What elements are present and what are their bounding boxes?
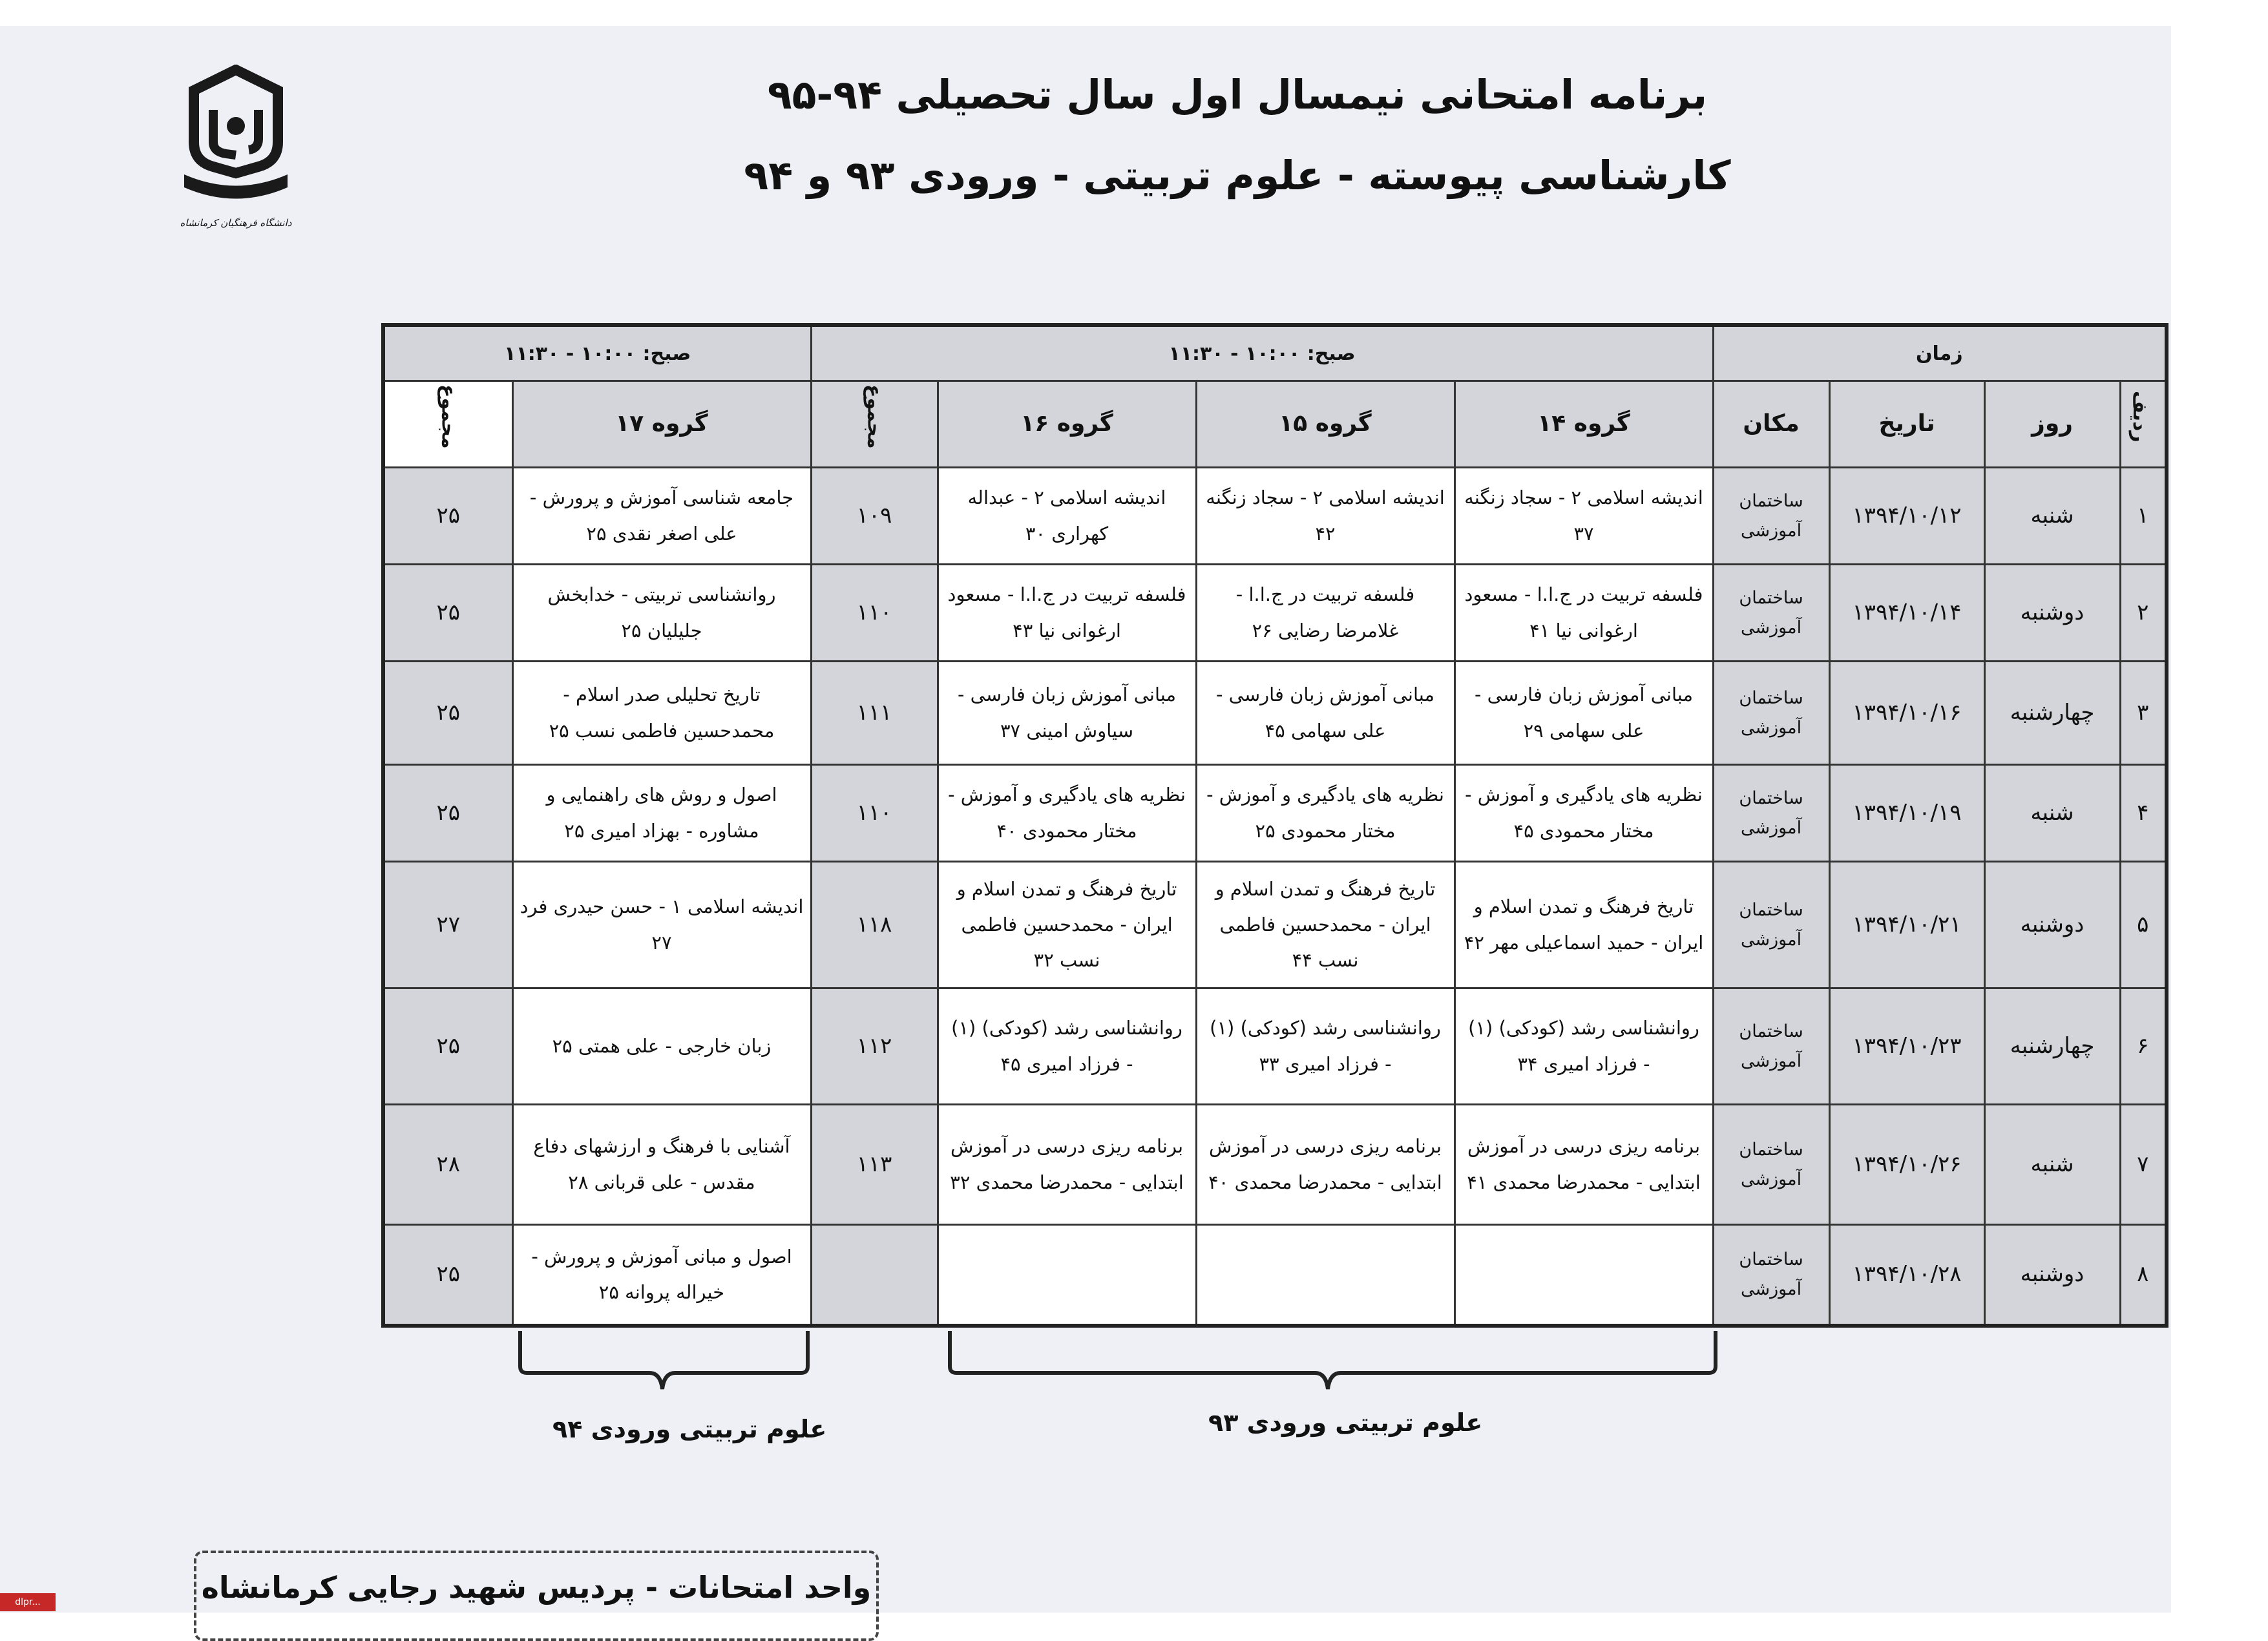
bracket-94 [520, 1331, 808, 1389]
cell-date: ۱۳۹۴/۱۰/۲۳ [1829, 988, 1984, 1105]
cell-group-14: اندیشه اسلامی ۲ - سجاد زنگنه ۳۷ [1454, 468, 1713, 565]
exam-table-wrap [381, 323, 2165, 1328]
session-94-header: صبح: ۱۰:۰۰ - ۱۱:۳۰ [383, 325, 811, 381]
cell-total-93: ۱۱۰ [811, 565, 938, 662]
cell-group-15: اندیشه اسلامی ۲ - سجاد زنگنه ۴۲ [1196, 468, 1454, 565]
cell-total-94: ۲۵ [383, 565, 512, 662]
cell-group-14: نظریه های یادگیری و آموزش - مختار محمودی ۴۵ [1454, 765, 1713, 862]
header-row-columns [383, 381, 2167, 468]
col-total-93: مجموع [811, 381, 938, 468]
col-day: روز [1984, 381, 2120, 468]
cell-total-93: ۱۱۲ [811, 988, 938, 1105]
cell-total-94: ۲۵ [383, 1225, 512, 1326]
table-row [383, 765, 2167, 862]
cohort-93-label: علوم تربیتی ورودی ۹۳ [1208, 1408, 1483, 1437]
cell-total-94: ۲۵ [383, 765, 512, 862]
cell-group-16: اندیشه اسلامی ۲ - عبداله کهراری ۳۰ [938, 468, 1196, 565]
cell-group-15: تاریخ فرهنگ و تمدن اسلام و ایران - محمدحسین فاطمی نسب ۴۴ [1196, 862, 1454, 988]
cell-day: شنبه [1984, 765, 2120, 862]
cell-row-number: ۲ [2120, 565, 2167, 662]
col-date: تاریخ [1829, 381, 1984, 468]
cell-group-14: فلسفه تربیت در ج.ا.ا - مسعود ارغوانی نیا ۴۱ [1454, 565, 1713, 662]
cell-group-17: اندیشه اسلامی ۱ - حسن حیدری فرد ۲۷ [512, 862, 811, 988]
cell-place: ساختمان آموزشی [1713, 565, 1829, 662]
exam-schedule-table [381, 323, 2168, 1328]
cell-row-number: ۳ [2120, 662, 2167, 765]
table-row [383, 988, 2167, 1105]
cell-group-17: جامعه شناسی آموزش و پرورش - علی اصغر نقدی ۲۵ [512, 468, 811, 565]
logo-caption: دانشگاه فرهنگیان کرمانشاه [180, 217, 292, 229]
cell-group-15: روانشناسی رشد (کودکی) (۱) - فرزاد امیری ۳۳ [1196, 988, 1454, 1105]
table-row [383, 862, 2167, 988]
bracket-93 [950, 1331, 1716, 1389]
cell-total-93: ۱۱۱ [811, 662, 938, 765]
cell-total-93: ۱۱۰ [811, 765, 938, 862]
cell-group-16 [938, 1225, 1196, 1326]
table-row [383, 565, 2167, 662]
cell-total-94: ۲۵ [383, 988, 512, 1105]
cell-total-93: ۱۰۹ [811, 468, 938, 565]
time-header: زمان [1713, 325, 2167, 381]
cell-group-16: برنامه ریزی درسی در آموزش ابتدایی - محمدرضا محمدی ۳۲ [938, 1105, 1196, 1225]
cell-day: چهارشنبه [1984, 662, 2120, 765]
cell-total-94: ۲۵ [383, 468, 512, 565]
page-subtitle: کارشناسی پیوسته - علوم تربیتی - ورودی ۹۳ و ۹۴ [744, 152, 1731, 199]
cell-place: ساختمان آموزشی [1713, 662, 1829, 765]
table-row [383, 1105, 2167, 1225]
cell-place: ساختمان آموزشی [1713, 765, 1829, 862]
cell-group-15 [1196, 1225, 1454, 1326]
cell-group-17: روانشناسی تربیتی - خدابخش جلیلیان ۲۵ [512, 565, 811, 662]
cell-day: شنبه [1984, 1105, 2120, 1225]
cell-row-number: ۷ [2120, 1105, 2167, 1225]
cell-date: ۱۳۹۴/۱۰/۲۸ [1829, 1225, 1984, 1326]
cell-date: ۱۳۹۴/۱۰/۱۴ [1829, 565, 1984, 662]
col-group-17: گروه ۱۷ [512, 381, 811, 468]
col-total-94: مجموع [383, 381, 512, 468]
cell-group-16: نظریه های یادگیری و آموزش - مختار محمودی ۴۰ [938, 765, 1196, 862]
cell-day: دوشنبه [1984, 1225, 2120, 1326]
cell-day: شنبه [1984, 468, 2120, 565]
cohort-brackets [0, 1318, 2268, 1486]
cell-date: ۱۳۹۴/۱۰/۱۶ [1829, 662, 1984, 765]
cell-group-16: تاریخ فرهنگ و تمدن اسلام و ایران - محمدحسین فاطمی نسب ۳۲ [938, 862, 1196, 988]
cell-group-16: فلسفه تربیت در ج.ا.ا - مسعود ارغوانی نیا ۴۳ [938, 565, 1196, 662]
cell-group-16: روانشناسی رشد (کودکی) (۱) - فرزاد امیری ۴۵ [938, 988, 1196, 1105]
col-group-15: گروه ۱۵ [1196, 381, 1454, 468]
cell-group-17: تاریخ تحلیلی صدر اسلام - محمدحسین فاطمی نسب ۲۵ [512, 662, 811, 765]
cell-place: ساختمان آموزشی [1713, 1105, 1829, 1225]
cell-group-17: آشنایی با فرهنگ و ارزشهای دفاع مقدس - علی قربانی ۲۸ [512, 1105, 811, 1225]
cell-row-number: ۴ [2120, 765, 2167, 862]
cell-group-14: تاریخ فرهنگ و تمدن اسلام و ایران - حمید اسماعیلی مهر ۴۲ [1454, 862, 1713, 988]
cell-day: دوشنبه [1984, 862, 2120, 988]
col-row-number: ردیف [2120, 381, 2167, 468]
cell-total-94: ۲۷ [383, 862, 512, 988]
col-place: مکان [1713, 381, 1829, 468]
session-93-header: صبح: ۱۰:۰۰ - ۱۱:۳۰ [811, 325, 1713, 381]
table-row [383, 662, 2167, 765]
col-group-14: گروه ۱۴ [1454, 381, 1713, 468]
cell-date: ۱۳۹۴/۱۰/۲۱ [1829, 862, 1984, 988]
col-group-16: گروه ۱۶ [938, 381, 1196, 468]
cell-group-15: فلسفه تربیت در ج.ا.ا - غلامرضا رضایی ۲۶ [1196, 565, 1454, 662]
cell-group-15: نظریه های یادگیری و آموزش - مختار محمودی ۲۵ [1196, 765, 1454, 862]
cell-total-94: ۲۸ [383, 1105, 512, 1225]
cell-date: ۱۳۹۴/۱۰/۱۲ [1829, 468, 1984, 565]
cell-date: ۱۳۹۴/۱۰/۲۶ [1829, 1105, 1984, 1225]
cell-group-14: روانشناسی رشد (کودکی) (۱) - فرزاد امیری ۳۴ [1454, 988, 1713, 1105]
table-row [383, 468, 2167, 565]
cell-day: چهارشنبه [1984, 988, 2120, 1105]
cell-group-16: مبانی آموزش زبان فارسی - سیاوش امینی ۳۷ [938, 662, 1196, 765]
header-row-sessions [383, 325, 2167, 381]
cell-date: ۱۳۹۴/۱۰/۱۹ [1829, 765, 1984, 862]
cell-place: ساختمان آموزشی [1713, 988, 1829, 1105]
cell-row-number: ۱ [2120, 468, 2167, 565]
cell-group-14: برنامه ریزی درسی در آموزش ابتدایی - محمدرضا محمدی ۴۱ [1454, 1105, 1713, 1225]
cell-group-14: مبانی آموزش زبان فارسی - علی سهامی ۲۹ [1454, 662, 1713, 765]
corner-watermark-tag: dlpr... [0, 1593, 56, 1611]
cell-group-17: اصول و روش های راهنمایی و مشاوره - بهزاد امیری ۲۵ [512, 765, 811, 862]
cell-place: ساختمان آموزشی [1713, 862, 1829, 988]
cell-total-93: ۱۱۳ [811, 1105, 938, 1225]
cell-place: ساختمان آموزشی [1713, 468, 1829, 565]
footer-exam-unit: واحد امتحانات - پردیس شهید رجایی کرمانشاه [194, 1551, 879, 1641]
table-row [383, 1225, 2167, 1326]
cell-group-17: اصول و مبانی آموزش و پرورش - خیراله پروانه ۲۵ [512, 1225, 811, 1326]
cell-row-number: ۵ [2120, 862, 2167, 988]
cell-row-number: ۸ [2120, 1225, 2167, 1326]
cell-place: ساختمان آموزشی [1713, 1225, 1829, 1326]
cohort-94-label: علوم تربیتی ورودی ۹۴ [552, 1415, 827, 1443]
cell-group-15: مبانی آموزش زبان فارسی - علی سهامی ۴۵ [1196, 662, 1454, 765]
cell-row-number: ۶ [2120, 988, 2167, 1105]
page-title: برنامه امتحانی نیمسال اول سال تحصیلی ۹۴-۹۵ [767, 71, 1708, 118]
cell-day: دوشنبه [1984, 565, 2120, 662]
cell-group-15: برنامه ریزی درسی در آموزش ابتدایی - محمدرضا محمدی ۴۰ [1196, 1105, 1454, 1225]
cell-total-93 [811, 1225, 938, 1326]
cell-group-17: زبان خارجی - علی همتی ۲۵ [512, 988, 811, 1105]
cell-total-93: ۱۱۸ [811, 862, 938, 988]
cell-total-94: ۲۵ [383, 662, 512, 765]
cell-group-14 [1454, 1225, 1713, 1326]
